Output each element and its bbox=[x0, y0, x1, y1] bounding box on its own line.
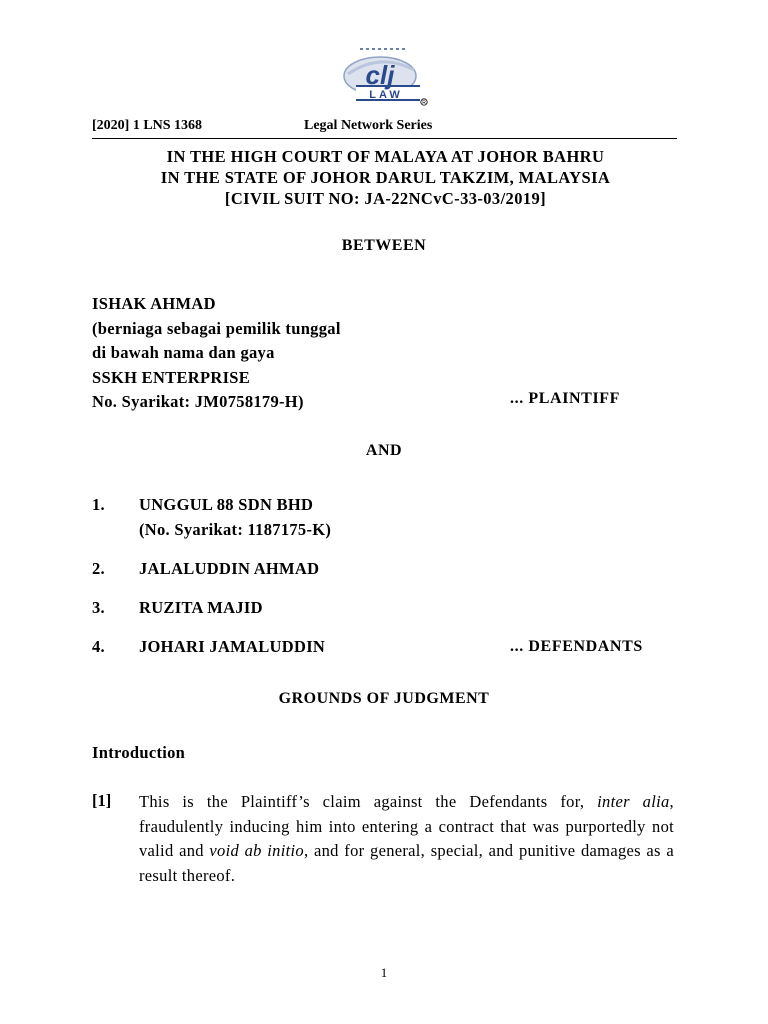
defendant-number: 1. bbox=[92, 495, 105, 514]
paragraph-number: [1] bbox=[92, 791, 112, 810]
defendant-name: RUZITA MAJID bbox=[139, 598, 263, 617]
para-text: This is the Plaintiff’s claim against the Defendants for, bbox=[139, 792, 598, 811]
paragraph-1 bbox=[139, 790, 674, 888]
svg-text:clj: clj bbox=[365, 60, 395, 90]
court-line-2: IN THE STATE OF JOHOR DARUL TAKZIM, MALAYSIA bbox=[160, 168, 611, 187]
svg-text:LAW: LAW bbox=[369, 89, 403, 101]
judgment-title: GROUNDS OF JUDGMENT bbox=[278, 690, 490, 707]
defendants-role: ... DEFENDANTS bbox=[510, 638, 643, 655]
plaintiff-line: (berniaga sebagai pemilik tunggal bbox=[92, 318, 341, 338]
clj-law-logo bbox=[330, 44, 430, 106]
plaintiff-line: No. Syarikat: JM0758179-H) bbox=[92, 392, 304, 412]
between-heading: BETWEEN bbox=[341, 237, 427, 254]
svg-text:R: R bbox=[422, 100, 426, 106]
defendant-number: 4. bbox=[92, 637, 105, 656]
para-text: , and for general, special, and punitive damages as a result thereof. bbox=[139, 841, 674, 885]
defendant-sub: (No. Syarikat: 1187175-K) bbox=[139, 520, 332, 539]
header-divider bbox=[92, 138, 677, 139]
para-text: , fraudulently inducing him into entering a contract that was purportedly not valid and bbox=[139, 792, 674, 860]
para-italic: void ab initio bbox=[209, 841, 304, 860]
defendant-number: 2. bbox=[92, 559, 105, 578]
plaintiff-line: di bawah nama dan gaya bbox=[92, 343, 275, 363]
section-heading: Introduction bbox=[92, 743, 186, 762]
court-line-3: [CIVIL SUIT NO: JA-22NCvC-33-03/2019] bbox=[224, 189, 547, 208]
defendant-number: 3. bbox=[92, 598, 105, 617]
court-line-1: IN THE HIGH COURT OF MALAYA AT JOHOR BAHRU bbox=[166, 147, 605, 166]
defendant-name: JOHARI JAMALUDDIN bbox=[139, 637, 326, 656]
defendant-name: JALALUDDIN AHMAD bbox=[139, 559, 320, 578]
page-number: 1 bbox=[380, 965, 388, 980]
plaintiff-block bbox=[92, 292, 341, 415]
defendant-name: UNGGUL 88 SDN BHD bbox=[139, 495, 314, 514]
series-name: Legal Network Series bbox=[304, 118, 433, 133]
plaintiff-line: ISHAK AHMAD bbox=[92, 294, 216, 313]
plaintiff-role: ... PLAINTIFF bbox=[510, 390, 621, 407]
citation: [2020] 1 LNS 1368 bbox=[92, 118, 203, 133]
court-heading bbox=[0, 146, 768, 209]
para-italic: inter alia bbox=[597, 792, 670, 811]
plaintiff-line: SSKH ENTERPRISE bbox=[92, 367, 251, 387]
and-heading: AND bbox=[365, 442, 403, 459]
